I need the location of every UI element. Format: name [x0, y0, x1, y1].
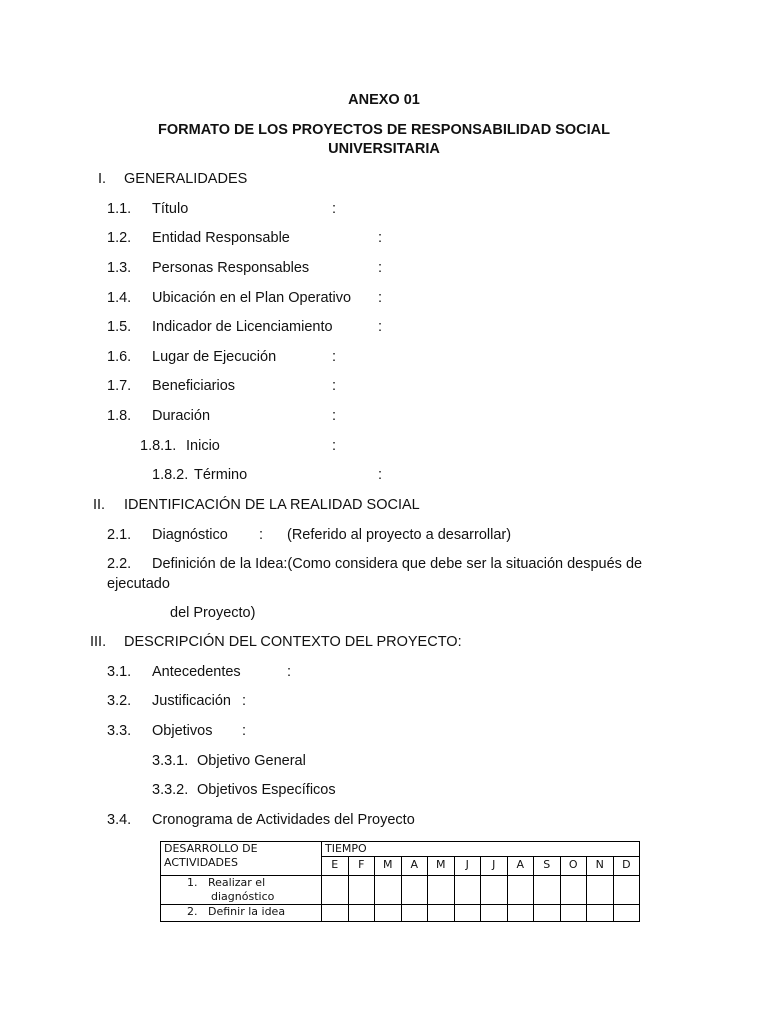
section-number: I. [98, 171, 107, 187]
item-label-ubicacion: Ubicación en el Plan Operativo [152, 290, 352, 306]
activity-label: Definir la idea [208, 905, 286, 918]
activity-cell [161, 905, 322, 922]
activities-header-line2: ACTIVIDADES [164, 856, 238, 869]
item-colon: : [332, 378, 337, 394]
item-number: 1.2. [107, 230, 132, 246]
schedule-cell[interactable] [322, 905, 349, 922]
month-cell: M [428, 857, 455, 876]
schedule-cell[interactable] [401, 876, 428, 905]
table-row [161, 905, 640, 922]
section-number: II. [93, 497, 106, 513]
activity-number: 2. [187, 905, 198, 918]
table-header-row [161, 842, 640, 857]
item-number: 1.7. [107, 378, 132, 394]
item-colon: : [378, 230, 383, 246]
item-number: 3.3. [107, 723, 132, 739]
schedule-cell[interactable] [428, 905, 455, 922]
item-number: 1.3. [107, 260, 132, 276]
schedule-cell[interactable] [375, 905, 402, 922]
item-label-definicion: Definición de la Idea:(Como considera que debe ser la situación después de [152, 556, 643, 572]
item-colon: : [242, 723, 247, 739]
table-row [161, 876, 640, 905]
schedule-table [160, 841, 640, 922]
item-label-personas: Personas Responsables [152, 260, 310, 276]
month-cell: D [613, 857, 640, 876]
item-label-entidad: Entidad Responsable [152, 230, 290, 246]
item-label-diagnostico: Diagnóstico [152, 527, 228, 543]
item-number: 3.2. [107, 693, 132, 709]
schedule-cell[interactable] [587, 876, 614, 905]
section-title: DESCRIPCIÓN DEL CONTEXTO DEL PROYECTO: [124, 634, 462, 650]
item-colon: : [332, 349, 337, 365]
schedule-cell[interactable] [322, 876, 349, 905]
item-colon: : [242, 693, 247, 709]
schedule-cell[interactable] [507, 876, 534, 905]
schedule-cell[interactable] [454, 876, 481, 905]
month-cell: A [401, 857, 428, 876]
section-title: GENERALIDADES [124, 171, 248, 187]
annex-title: ANEXO 01 [348, 92, 420, 108]
schedule-cell[interactable] [534, 876, 561, 905]
section-number: III. [90, 634, 107, 650]
item-colon: : [378, 319, 383, 335]
activities-header-line1: DESARROLLO DE [164, 842, 258, 855]
activity-cell [161, 876, 322, 905]
document-title-line1: FORMATO DE LOS PROYECTOS DE RESPONSABILIDAD SOCIAL [158, 122, 610, 138]
item-label-justificacion: Justificación [152, 693, 231, 709]
item-number: 1.8. [107, 408, 132, 424]
month-cell: F [348, 857, 375, 876]
item-note: (Referido al proyecto a desarrollar) [287, 527, 512, 543]
subitem-label-termino: Término [194, 467, 248, 483]
item-label-indicador: Indicador de Licenciamiento [152, 319, 333, 335]
schedule-cell[interactable] [454, 905, 481, 922]
item-number: 1.1. [107, 201, 132, 217]
item-label-lugar: Lugar de Ejecución [152, 349, 277, 365]
activity-label-cont: diagnóstico [211, 890, 275, 903]
activity-number: 1. [187, 876, 198, 889]
month-cell: J [454, 857, 481, 876]
item-colon: : [259, 527, 264, 543]
schedule-cell[interactable] [428, 876, 455, 905]
item-label-beneficiarios: Beneficiarios [152, 378, 236, 394]
item-label-definicion-cont: ejecutado [107, 576, 170, 592]
item-colon: : [378, 260, 383, 276]
item-colon: : [332, 408, 337, 424]
item-number: 2.2. [107, 556, 132, 572]
time-header: TIEMPO [322, 842, 640, 857]
schedule-cell[interactable] [507, 905, 534, 922]
schedule-cell[interactable] [348, 876, 375, 905]
schedule-cell[interactable] [481, 876, 508, 905]
item-colon: : [378, 290, 383, 306]
subitem-label-objetivo-general: Objetivo General [197, 753, 306, 769]
item-number: 3.4. [107, 812, 132, 828]
subitem-number: 1.8.1. [140, 438, 177, 454]
schedule-cell[interactable] [401, 905, 428, 922]
subitem-number: 3.3.2. [152, 782, 189, 798]
document-title-line2: UNIVERSITARIA [328, 141, 440, 157]
item-label-duracion: Duración [152, 408, 211, 424]
item-number: 2.1. [107, 527, 132, 543]
item-colon: : [332, 201, 337, 217]
subitem-number: 3.3.1. [152, 753, 189, 769]
item-number: 1.6. [107, 349, 132, 365]
subitem-label-inicio: Inicio [186, 438, 220, 454]
item-label-antecedentes: Antecedentes [152, 664, 241, 680]
item-label-definicion-end: del Proyecto) [170, 605, 256, 621]
schedule-cell[interactable] [613, 876, 640, 905]
item-label-objetivos: Objetivos [152, 723, 213, 739]
item-colon: : [332, 438, 337, 454]
item-number: 1.4. [107, 290, 132, 306]
activities-header [161, 842, 322, 876]
month-cell: E [322, 857, 349, 876]
month-cell: A [507, 857, 534, 876]
item-label-cronograma: Cronograma de Actividades del Proyecto [152, 812, 415, 828]
section-title: IDENTIFICACIÓN DE LA REALIDAD SOCIAL [124, 497, 420, 513]
month-cell: M [375, 857, 402, 876]
item-number: 1.5. [107, 319, 132, 335]
item-colon: : [287, 664, 292, 680]
schedule-cell[interactable] [587, 905, 614, 922]
subitem-label-objetivos-especificos: Objetivos Específicos [197, 782, 336, 798]
schedule-cell[interactable] [613, 905, 640, 922]
month-cell: S [534, 857, 561, 876]
item-colon: : [378, 467, 383, 483]
activity-label: Realizar el [208, 876, 266, 889]
schedule-cell[interactable] [481, 905, 508, 922]
schedule-cell[interactable] [560, 876, 587, 905]
item-number: 3.1. [107, 664, 132, 680]
schedule-cell[interactable] [348, 905, 375, 922]
schedule-cell[interactable] [560, 905, 587, 922]
month-cell: N [587, 857, 614, 876]
schedule-cell[interactable] [534, 905, 561, 922]
subitem-number: 1.8.2. [152, 467, 189, 483]
schedule-cell[interactable] [375, 876, 402, 905]
item-label-titulo: Título [152, 201, 189, 217]
month-cell: J [481, 857, 508, 876]
month-cell: O [560, 857, 587, 876]
